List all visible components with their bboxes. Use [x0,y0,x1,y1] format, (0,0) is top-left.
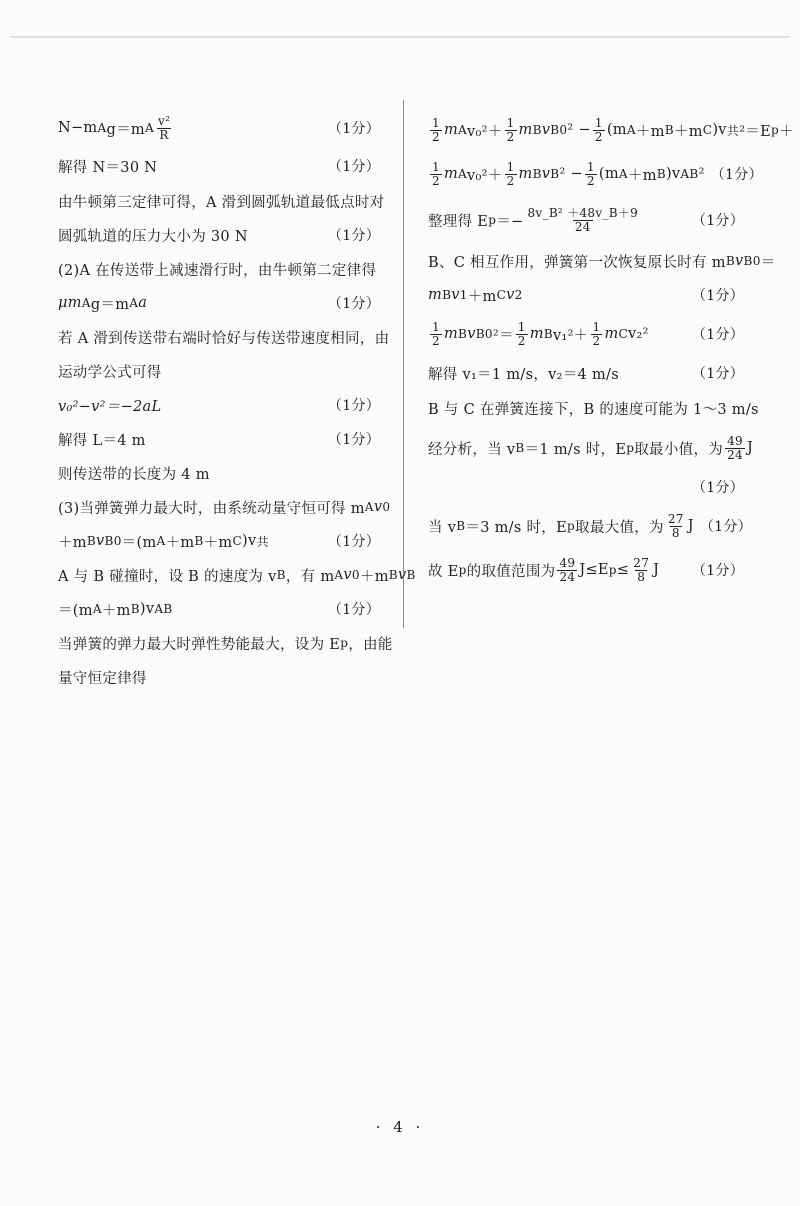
fraction: $\frac{27}{8}$ [667,511,684,540]
fraction: $\frac{1}{2}$ [592,319,601,348]
eq-energy-2: $\frac{1}{2}$ m A v₀²＋ $\frac{1}{2}$ m B v B ² − $\frac{1}{2}$ (m A ＋m B )v AB ² （1分） [432,159,763,188]
fraction: $\frac{\text{v²}}{R}$ [158,113,171,142]
eq-ep-expression: 整理得 E p ＝− $\frac{\text{8v\_B² ＋48v\_B＋9}}{24}$ （1分） [428,205,744,234]
top-rule [10,36,790,38]
line: A 与 B 碰撞时，设 B 的速度为 v B ，有 m A v 0 ＋m B v B [58,567,416,585]
fraction: $\frac{1}{2}$ [517,319,526,348]
line: (2)A 在传送带上减速滑行时，由牛顿第二定律得 [58,262,377,279]
line: m B v 1 ＋m C v 2 （1分） [428,287,744,305]
line: 则传送带的长度为 4 m [58,466,210,483]
score: （1分） [327,121,380,137]
line: 圆弧轨道的压力大小为 30 N （1分） [58,228,380,245]
line: 若 A 滑到传送带右端时恰好与传送带速度相同，由 [58,330,390,347]
fraction: $\frac{\text{8v\_B² ＋48v\_B＋9}}{24}$ [527,205,639,234]
right-column [428,108,794,592]
line: B 与 C 在弹簧连接下，B 的速度可能为 1～3 m/s [428,401,759,418]
fraction: $\frac{1}{2}$ [594,115,603,144]
line: v₀²−v²＝−2aL （1分） [58,398,380,415]
eq-normal-force: N−m A g＝m A $\frac{\text{v²}}{R}$ （1分） [58,113,380,142]
line: (3)当弹簧弹力最大时，由系统动量守恒可得 m A v 0 [58,499,391,517]
line: ＋m B v B0 ＝(m A ＋m B ＋m C )v 共 （1分） [58,533,380,551]
line: 解得 L＝4 m （1分） [58,432,380,449]
line: μm A g＝m A a （1分） [58,295,380,313]
line: B、C 相互作用，弹簧第一次恢复原长时有 m B v B0 ＝ [428,253,776,271]
left-column [58,108,416,694]
fraction: $\frac{49}{24}$ [559,555,576,584]
fraction: $\frac{1}{2}$ [586,159,595,188]
line: 经分析，当 v B ＝1 m/s 时，E p 取最小值，为 $\frac{49}{24}$ J [428,433,754,462]
line: 解得 N＝30 N （1分） [58,159,380,176]
fraction: $\frac{49}{24}$ [727,433,743,462]
column-divider [403,100,404,628]
line: 当 v B ＝3 m/s 时，E p 取最大值，为 $\frac{27}{8}$ J （1分） [428,511,752,540]
fraction: $\frac{1}{2}$ [432,319,440,348]
fraction: $\frac{1}{2}$ [506,159,515,188]
line: ＝(m A ＋m B )v AB （1分） [58,601,380,619]
fraction: $\frac{1}{2}$ [432,115,440,144]
eq-energy-1: $\frac{1}{2}$ m A v₀²＋ $\frac{1}{2}$ m B v B0 ² − $\frac{1}{2}$ (m A ＋m B ＋m C )v 共 ²＝E p ＋ [432,115,794,144]
line: 当弹簧的弹力最大时弹性势能最大，设为 E p ，由能 [58,636,393,653]
line: 由牛顿第三定律可得，A 滑到圆弧轨道最低点时对 [58,194,385,211]
line: 运动学公式可得 [58,364,162,381]
fraction: $\frac{1}{2}$ [432,159,440,188]
page-number: · 4 · [375,1118,425,1136]
line: 解得 v₁＝1 m/s，v₂＝4 m/s （1分） [428,366,744,383]
line: 故 E p 的取值范围为 $\frac{49}{24}$ J≤E p ≤ $\frac{27}{8}$ J （1分） [428,555,744,584]
eq-elastic-energy: $\frac{1}{2}$ m B v B0 ²＝ $\frac{1}{2}$ m B v₁²＋ $\frac{1}{2}$ m C v₂² （1分） [432,319,744,348]
line: 量守恒定律得 [58,670,147,687]
fraction: $\frac{1}{2}$ [506,115,515,144]
line: （1分） [691,480,744,496]
fraction: $\frac{27}{8}$ [633,555,650,584]
